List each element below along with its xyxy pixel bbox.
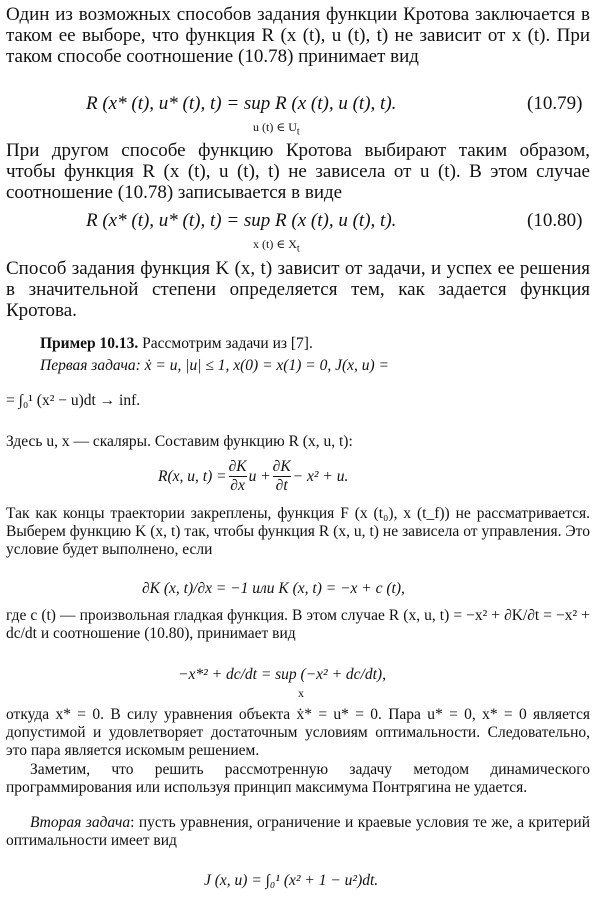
second-task-label: Вторая задача: [30, 814, 131, 831]
equation-number-10-79: (10.79): [527, 93, 583, 114]
paragraph-5: Так как концы траектории закреплены, функция F (x (t₀), x (t_f)) не рассматривается. Выберем функцию K (x, t) так, чтобы функция R (x, u, t) не зависела от управления. Это условие будет выполнено, если: [6, 505, 590, 558]
paragraph-9: [6, 814, 590, 850]
equation-R-left: R(x, u, t) =: [158, 467, 227, 485]
example-text: Рассмотрим задачи из [7].: [142, 335, 313, 352]
equation-J-body: J (x, u) = ∫₀¹ (x² + 1 − u²)dt.: [204, 872, 379, 889]
first-task-label: Первая задача:: [40, 357, 141, 374]
paragraph-6: где c (t) — произвольная гладкая функция. В этом случае R (x, u, t) = −x² + ∂K/∂t = −x² + dc/dt и соотношение (10.80), принимает вид: [6, 607, 590, 642]
paragraph-1: Один из возможных способов задания функции Кротова заключается в таком ее выборе, что функция R (x (t), u (t), t) не зависит от x (t). При таком способе соотношение (10.78) принимает вид: [6, 4, 590, 67]
equation-sup-x-body: −x*² + dc/dt = sup (−x² + dc/dt),: [178, 666, 386, 683]
fraction-dK-dt-bottom: ∂t: [275, 477, 288, 494]
equation-R-right: − x² + u.: [292, 467, 349, 485]
paragraph-8: Заметим, что решить рассмотренную задачу методом динамического программирования или используя принцип максимума Понтрягина не удается.: [6, 761, 590, 796]
equation-10-80-constraint: [253, 234, 300, 259]
first-task-conditions: ẋ = u, |u| ≤ 1, x(0) = x(1) = 0, J(x, u) =: [144, 357, 390, 374]
fraction-dK-dx-bottom: ∂x: [230, 477, 245, 494]
equation-sup-x-constraint: x: [298, 686, 304, 700]
equation-number-10-80: (10.80): [527, 210, 583, 231]
equation-10-79-constraint-set: u (t) ∈ U: [253, 120, 297, 134]
first-task-integral: = ∫₀¹ (x² − u)dt → inf.: [6, 392, 141, 409]
fraction-dK-dx: [229, 458, 247, 495]
equation-R-mid: u +: [248, 467, 271, 485]
fraction-dK-dt-top: ∂K: [272, 458, 291, 475]
equation-10-80-body: R (x* (t), u* (t), t) = sup R (x (t), u (t), t).: [86, 210, 397, 231]
fraction-dK-dt: [273, 458, 291, 495]
equation-10-80-constraint-sub: t: [296, 243, 300, 255]
second-task-text: : пусть уравнения, ограничение и краевые условия те же, а критерий оптимальности имеет вид: [6, 814, 590, 849]
paragraph-3: Способ задания функция K (x, t) зависит от задачи, и успех ее решения в значительной степени определяется тем, как задается функция Кротова.: [6, 258, 590, 321]
first-task-line: [40, 357, 590, 375]
equation-10-79-constraint: [253, 117, 300, 142]
paragraph-2: При другом способе функцию Кротова выбирают таким образом, чтобы функция R (x (t), u (t), t) не зависела от u (t). В этом случае соотношение (10.78) записывается в виде: [6, 140, 590, 203]
fraction-dK-dx-top: ∂K: [228, 458, 247, 475]
equation-10-79-constraint-sub: t: [296, 126, 300, 138]
equation-10-79-body: R (x* (t), u* (t), t) = sup R (x (t), u (t), t).: [86, 93, 397, 114]
equation-10-80-constraint-set: x (t) ∈ X: [253, 237, 297, 251]
example-title: Пример 10.13.: [40, 335, 139, 352]
paragraph-7: откуда x* = 0. В силу уравнения объекта ẋ* = u* = 0. Пара u* = 0, x* = 0 является допустимой и удовлетворяет достаточным условиям оптимальности. Следовательно, это пара является искомым решением.: [6, 706, 590, 759]
paragraph-4: Здесь u, x — скаляры. Составим функцию R (x, u, t):: [6, 433, 353, 450]
equation-R-body: [158, 458, 348, 495]
equation-dK-body: ∂K (x, t)/∂x = −1 или K (x, t) = −x + c (t),: [142, 580, 405, 597]
example-heading: [40, 335, 590, 353]
